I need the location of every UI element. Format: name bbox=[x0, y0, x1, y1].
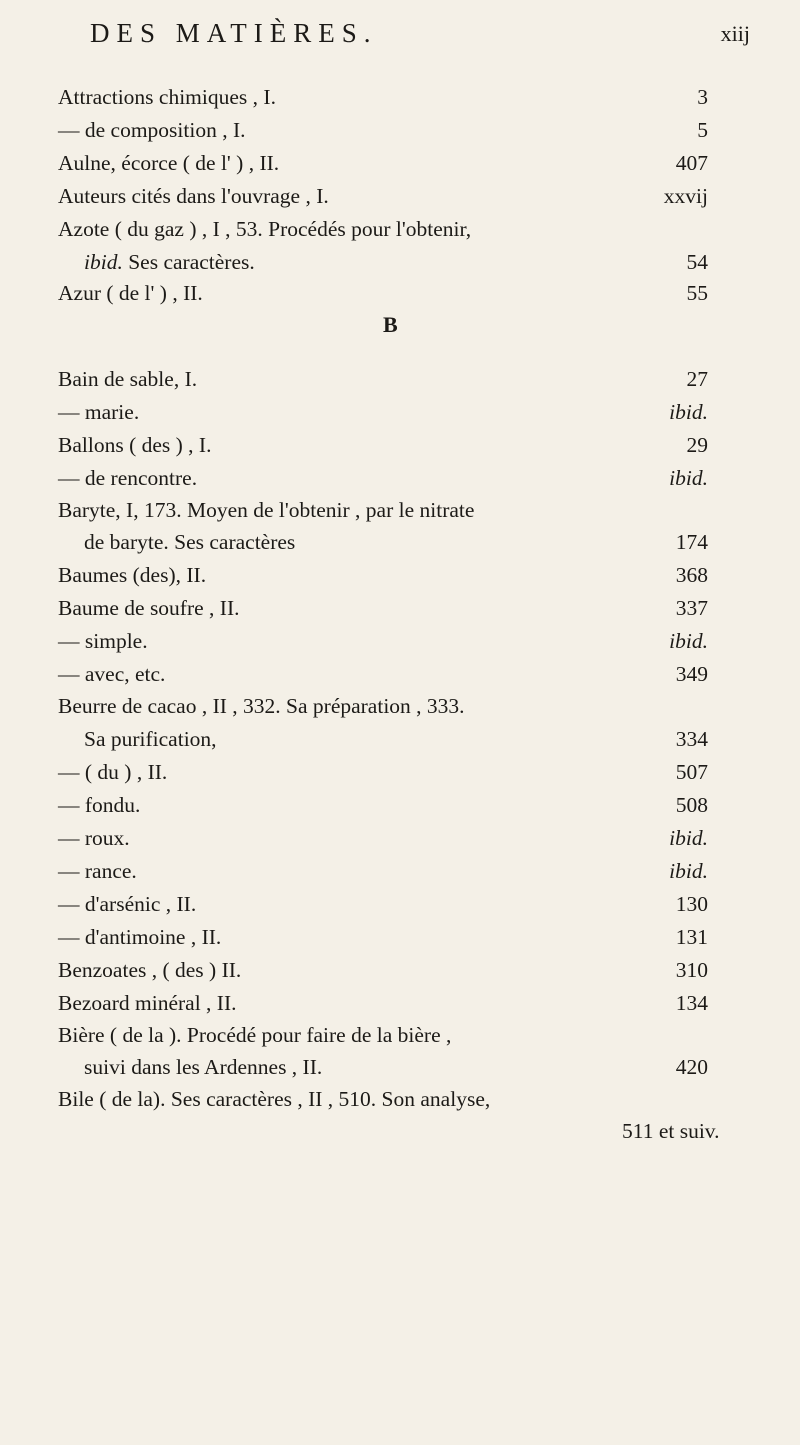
entry-page: ibid. bbox=[669, 629, 708, 653]
section-letter: B bbox=[383, 312, 398, 337]
entry-label: Beurre de cacao , II , 332. Sa préparation , 333. bbox=[58, 694, 465, 718]
index-entry bbox=[0, 493, 800, 527]
entry-label: Baumes (des), II. bbox=[58, 563, 207, 587]
entry-page: 130 bbox=[675, 892, 708, 916]
index-entry bbox=[0, 362, 800, 396]
entry-label: Bile ( de la). Ses caractères , II , 510. Son analyse, bbox=[58, 1087, 491, 1111]
entry-label: Attractions chimiques , I. bbox=[58, 85, 276, 109]
index-entry bbox=[0, 1050, 800, 1084]
index-entry bbox=[0, 146, 800, 180]
index-entry bbox=[0, 395, 800, 429]
index-entry bbox=[0, 80, 800, 114]
entry-page: ibid. bbox=[669, 466, 708, 490]
page-number: xiij bbox=[720, 21, 750, 46]
entry-page: ibid. bbox=[669, 400, 708, 424]
entry-label: Azur ( de l' ) , II. bbox=[58, 281, 203, 305]
entry-label: — d'antimoine , II. bbox=[58, 925, 222, 949]
entry-page: 3 bbox=[697, 85, 708, 109]
entry-label bbox=[84, 245, 255, 279]
entry-page: 29 bbox=[686, 433, 708, 457]
index-entry bbox=[0, 558, 800, 592]
entry-label: Auteurs cités dans l'ouvrage , I. bbox=[58, 184, 329, 208]
index-entry bbox=[0, 722, 800, 756]
entry-label: Ballons ( des ) , I. bbox=[58, 433, 212, 457]
entry-label: Benzoates , ( des ) II. bbox=[58, 958, 242, 982]
ibid-ref: ibid. bbox=[84, 250, 123, 274]
index-entry bbox=[0, 428, 800, 462]
entry-label: de baryte. Ses caractères bbox=[84, 530, 296, 554]
index-entry bbox=[0, 1082, 800, 1116]
entry-page: 334 bbox=[675, 727, 708, 751]
entry-label: 511 et suiv. bbox=[622, 1119, 720, 1143]
entry-page: 174 bbox=[675, 530, 708, 554]
index-entry bbox=[0, 212, 800, 246]
entry-page: 5 bbox=[697, 118, 708, 142]
entry-page: 368 bbox=[675, 563, 708, 587]
index-entry bbox=[0, 624, 800, 658]
entry-page: 349 bbox=[675, 662, 708, 686]
running-title: DES MATIÈRES. bbox=[90, 18, 378, 48]
entry-page: 55 bbox=[686, 281, 708, 305]
index-entry bbox=[0, 920, 800, 954]
entry-page: 407 bbox=[675, 151, 708, 175]
entry-page: 134 bbox=[675, 991, 708, 1015]
entry-label-text: Ses caractères. bbox=[122, 250, 255, 274]
page-header bbox=[90, 18, 750, 58]
entry-page: 507 bbox=[675, 760, 708, 784]
index-entry bbox=[0, 854, 800, 888]
index-entry bbox=[0, 821, 800, 855]
entry-label: Bain de sable, I. bbox=[58, 367, 198, 391]
entry-label: — fondu. bbox=[58, 793, 141, 817]
entry-label: Baume de soufre , II. bbox=[58, 596, 240, 620]
index-entry bbox=[0, 755, 800, 789]
entry-page: 27 bbox=[686, 367, 708, 391]
index-entry bbox=[0, 887, 800, 921]
entry-label: — d'arsénic , II. bbox=[58, 892, 197, 916]
index-entry bbox=[0, 113, 800, 147]
index-entry bbox=[0, 986, 800, 1020]
entry-label: Bezoard minéral , II. bbox=[58, 991, 237, 1015]
entry-label: — ( du ) , II. bbox=[58, 760, 168, 784]
entry-label: Aulne, écorce ( de l' ) , II. bbox=[58, 151, 280, 175]
entry-label: — simple. bbox=[58, 629, 148, 653]
entry-label: — de rencontre. bbox=[58, 466, 198, 490]
entry-page: 420 bbox=[675, 1055, 708, 1079]
index-entry bbox=[0, 657, 800, 691]
index-entry bbox=[0, 1018, 800, 1052]
entry-page: xxvij bbox=[663, 184, 708, 208]
entry-label: Sa purification, bbox=[84, 727, 217, 751]
entry-page: ibid. bbox=[669, 859, 708, 883]
entry-page: 131 bbox=[675, 925, 708, 949]
entry-label: — marie. bbox=[58, 400, 140, 424]
entry-label: suivi dans les Ardennes , II. bbox=[84, 1055, 323, 1079]
entry-page: 54 bbox=[686, 250, 708, 274]
entry-page: 337 bbox=[675, 596, 708, 620]
index-entry bbox=[0, 689, 800, 723]
entry-label: — rance. bbox=[58, 859, 137, 883]
index-entry bbox=[0, 591, 800, 625]
entry-page: 310 bbox=[675, 958, 708, 982]
index-entry bbox=[0, 461, 800, 495]
entry-label: Azote ( du gaz ) , I , 53. Procédés pour l'obtenir, bbox=[58, 217, 472, 241]
index-entry bbox=[0, 245, 800, 279]
index-entry bbox=[0, 179, 800, 213]
index-entry bbox=[0, 276, 800, 310]
entry-label: — de composition , I. bbox=[58, 118, 246, 142]
entry-label: Bière ( de la ). Procédé pour faire de la bière , bbox=[58, 1023, 452, 1047]
index-entry bbox=[0, 1114, 800, 1148]
entry-page: 508 bbox=[675, 793, 708, 817]
index-entry bbox=[0, 953, 800, 987]
entry-label: Baryte, I, 173. Moyen de l'obtenir , par le nitrate bbox=[58, 498, 475, 522]
index-entry bbox=[0, 525, 800, 559]
entry-label: — avec, etc. bbox=[58, 662, 166, 686]
entry-label: — roux. bbox=[58, 826, 130, 850]
entry-page: ibid. bbox=[669, 826, 708, 850]
index-entry bbox=[0, 788, 800, 822]
